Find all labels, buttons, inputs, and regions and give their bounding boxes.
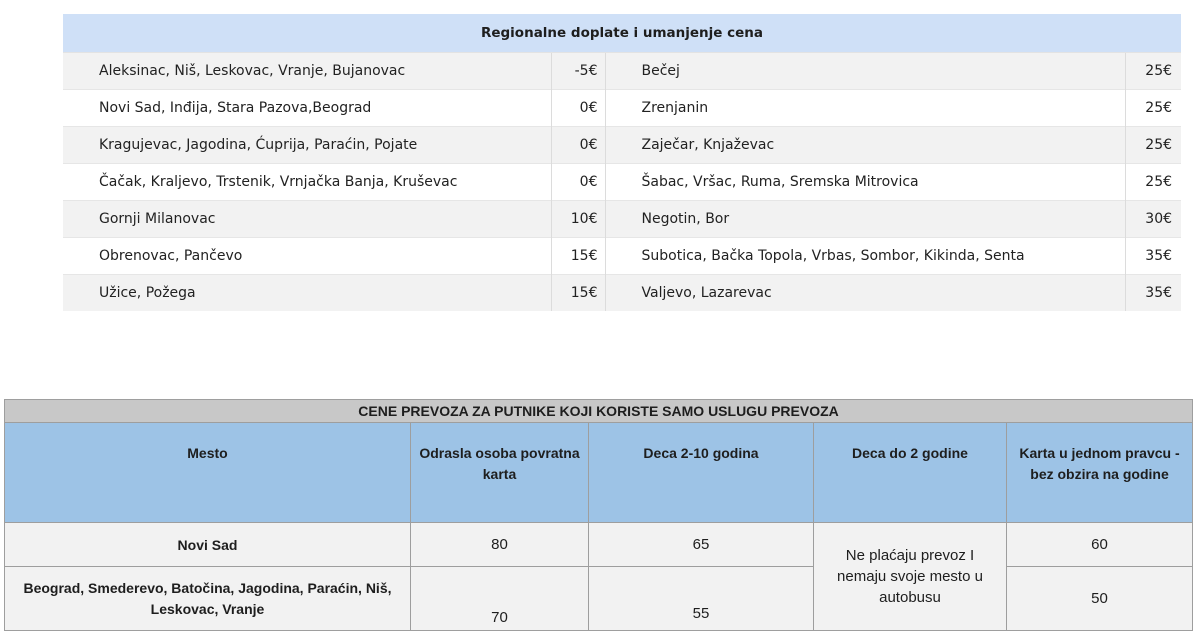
row-adult-price: 70 xyxy=(411,567,589,631)
right-place: Valjevo, Lazarevac xyxy=(605,275,1125,312)
regional-table-title: Regionalne doplate i umanjenje cena xyxy=(63,14,1181,53)
left-price: 15€ xyxy=(551,275,605,312)
header-place: Mesto xyxy=(5,423,411,523)
header-kids-2-10: Deca 2-10 godina xyxy=(589,423,814,523)
left-price: 0€ xyxy=(551,90,605,127)
table-row xyxy=(63,127,1181,164)
row-one-way-price: 60 xyxy=(1007,523,1193,567)
table-row xyxy=(63,238,1181,275)
right-place: Zaječar, Knjaževac xyxy=(605,127,1125,164)
left-place: Čačak, Kraljevo, Trstenik, Vrnjačka Banja, Kruševac xyxy=(63,164,551,201)
right-place: Negotin, Bor xyxy=(605,201,1125,238)
row-kids-price: 55 xyxy=(589,567,814,631)
transport-prices-table xyxy=(4,399,1193,631)
table-row xyxy=(5,567,1193,631)
regional-surcharges-table xyxy=(63,14,1181,311)
right-place: Zrenjanin xyxy=(605,90,1125,127)
transport-table-title: CENE PREVOZA ZA PUTNIKE KOJI KORISTE SAMO USLUGU PREVOZA xyxy=(5,400,1193,423)
left-place: Kragujevac, Jagodina, Ćuprija, Paraćin, Pojate xyxy=(63,127,551,164)
table-row xyxy=(63,90,1181,127)
left-price: 15€ xyxy=(551,238,605,275)
left-price: -5€ xyxy=(551,53,605,90)
right-price: 30€ xyxy=(1125,201,1181,238)
kids-under-2-note: Ne plaćaju prevoz I nemaju svoje mesto u autobusu xyxy=(814,523,1007,631)
header-one-way: Karta u jednom pravcu - bez obzira na godine xyxy=(1007,423,1193,523)
left-price: 10€ xyxy=(551,201,605,238)
left-place: Novi Sad, Inđija, Stara Pazova,Beograd xyxy=(63,90,551,127)
table-row xyxy=(63,164,1181,201)
left-price: 0€ xyxy=(551,164,605,201)
row-adult-price: 80 xyxy=(411,523,589,567)
right-price: 35€ xyxy=(1125,275,1181,312)
row-place: Novi Sad xyxy=(5,523,411,567)
right-price: 25€ xyxy=(1125,127,1181,164)
row-one-way-price: 50 xyxy=(1007,567,1193,631)
left-place: Obrenovac, Pančevo xyxy=(63,238,551,275)
right-price: 25€ xyxy=(1125,90,1181,127)
right-place: Bečej xyxy=(605,53,1125,90)
right-price: 25€ xyxy=(1125,164,1181,201)
left-place: Užice, Požega xyxy=(63,275,551,312)
left-price: 0€ xyxy=(551,127,605,164)
left-place: Aleksinac, Niš, Leskovac, Vranje, Bujanovac xyxy=(63,53,551,90)
row-kids-price: 65 xyxy=(589,523,814,567)
right-place: Subotica, Bačka Topola, Vrbas, Sombor, Kikinda, Senta xyxy=(605,238,1125,275)
header-kids-under-2: Deca do 2 godine xyxy=(814,423,1007,523)
table-row xyxy=(63,53,1181,90)
row-place: Beograd, Smederevo, Batočina, Jagodina, Paraćin, Niš, Leskovac, Vranje xyxy=(5,567,411,631)
right-price: 25€ xyxy=(1125,53,1181,90)
right-place: Šabac, Vršac, Ruma, Sremska Mitrovica xyxy=(605,164,1125,201)
table-row xyxy=(63,275,1181,312)
header-adult: Odrasla osoba povratna karta xyxy=(411,423,589,523)
table-row xyxy=(63,201,1181,238)
table-row xyxy=(5,523,1193,567)
left-place: Gornji Milanovac xyxy=(63,201,551,238)
right-price: 35€ xyxy=(1125,238,1181,275)
